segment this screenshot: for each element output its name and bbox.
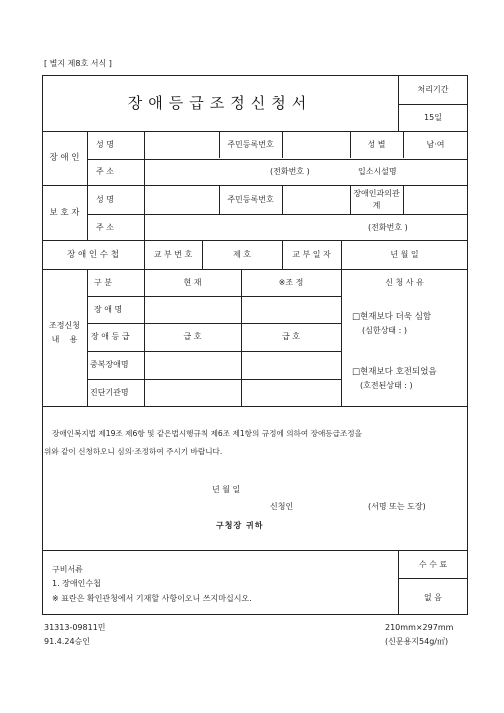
adjust-row-dup: 중복장애명 xyxy=(90,360,129,369)
line xyxy=(398,578,468,579)
reason-worse-checkbox[interactable]: □현재보다 더욱 심함 xyxy=(352,312,432,322)
guardian-rrn-label: 주민등록번호 xyxy=(227,195,274,204)
footer-note: ※ 표란은 확인관청에서 기재할 사항이오니 쓰지마십시오. xyxy=(52,594,252,603)
line xyxy=(42,550,468,551)
disabled-facility-label: 입소시설명 xyxy=(358,167,397,176)
disabled-sex-label: 성 별 xyxy=(367,140,386,149)
line xyxy=(282,131,283,158)
applicant-label: 신청인 xyxy=(270,502,294,511)
disabled-address-field[interactable] xyxy=(146,161,266,183)
adjust-col-kind: 구 분 xyxy=(94,278,112,287)
line xyxy=(42,269,468,270)
body-line-2: 위와 같이 신청하오니 심의·조정하여 주시기 바랍니다. xyxy=(44,447,223,456)
adjust-grade-request[interactable]: 급 호 xyxy=(282,332,300,341)
processing-value: 15일 xyxy=(424,113,442,122)
adjust-col-current: 현 재 xyxy=(183,278,202,287)
line xyxy=(282,185,283,214)
disabled-name-field[interactable] xyxy=(146,133,218,157)
line xyxy=(87,269,88,406)
line xyxy=(87,351,341,352)
adjust-row-clinic: 진단기관명 xyxy=(90,388,129,397)
guardian-phone: (전화번호 ) xyxy=(368,223,408,232)
form-code: [ 별지 제8호 서식 ] xyxy=(44,59,112,68)
line xyxy=(87,323,341,324)
adjust-grade-current[interactable]: 급 호 xyxy=(183,332,202,341)
guardian-relation-field[interactable] xyxy=(405,187,467,213)
adjust-type-request-field[interactable] xyxy=(243,298,340,322)
reason-better-detail: (호전된상태 : ) xyxy=(360,381,413,390)
notebook-issue-no-label: 교 부 번 호 xyxy=(153,250,193,259)
line xyxy=(341,269,342,406)
line xyxy=(87,296,341,297)
page-title: 장애등급조정신청서 xyxy=(127,94,313,112)
line xyxy=(42,131,468,132)
line xyxy=(42,240,468,241)
line xyxy=(87,131,88,240)
notebook-label: 장 애 인 수 첩 xyxy=(67,250,119,260)
line xyxy=(398,104,468,105)
adjust-col-request: ※조 정 xyxy=(278,278,304,287)
guardian-address-field[interactable] xyxy=(146,216,346,238)
adjust-clinic-request-field[interactable] xyxy=(243,381,340,405)
disabled-name-label: 성 명 xyxy=(96,140,114,149)
adjust-type-current-field[interactable] xyxy=(146,298,240,322)
processing-label: 처리기간 xyxy=(417,85,449,94)
disabled-phone: (전화번호 ) xyxy=(270,167,310,176)
fee-label: 수 수 료 xyxy=(418,560,448,569)
disabled-group-label: 장 애 인 xyxy=(49,153,80,163)
docs-item: 1. 장애인수첩 xyxy=(52,579,101,588)
notebook-issue-no-value[interactable]: 제 호 xyxy=(233,250,251,259)
disabled-address-label: 주 소 xyxy=(96,167,114,176)
disabled-sex-value[interactable]: 남·여 xyxy=(426,140,445,149)
paper-type: (신문용지54g/㎡) xyxy=(385,637,449,646)
reason-better-checkbox[interactable]: □현재보다 호전되었음 xyxy=(352,367,437,377)
recipient: 구청장 귀하 xyxy=(216,521,264,530)
adjust-clinic-current-field[interactable] xyxy=(146,381,240,405)
paper-size: 210mm×297mm xyxy=(385,623,454,632)
application-date: 년 월 일 xyxy=(212,485,241,494)
line xyxy=(403,185,404,214)
body-line-1: 장애인복지법 제19조 제6항 및 같은법시행규칙 제6조 제1항의 규정에 의하여 장애등급조정을 xyxy=(52,429,362,438)
adjust-row-grade: 장 애 등 급 xyxy=(91,332,130,341)
line xyxy=(398,75,399,131)
adjust-row-type: 장 애 명 xyxy=(94,305,123,314)
line xyxy=(42,185,468,186)
form-number: 31313-09811민 xyxy=(44,623,106,632)
notebook-issue-date-value[interactable]: 년 월 일 xyxy=(390,250,419,259)
notebook-issue-date-label: 교 부 일 자 xyxy=(292,250,331,259)
adjust-col-reason: 신 청 사 유 xyxy=(385,278,424,287)
adjust-dup-current-field[interactable] xyxy=(146,353,240,377)
form-frame xyxy=(42,75,468,615)
guardian-address-label: 주 소 xyxy=(96,223,114,232)
fee-value: 없 음 xyxy=(424,593,442,602)
guardian-group-label: 보 호 자 xyxy=(49,208,80,218)
line xyxy=(144,131,145,240)
guardian-name-label: 성 명 xyxy=(96,195,114,204)
guardian-name-field[interactable] xyxy=(146,187,218,213)
guardian-rrn-field[interactable] xyxy=(284,187,349,213)
disabled-rrn-field[interactable] xyxy=(284,133,349,157)
line xyxy=(87,379,341,380)
reason-worse-detail: (심한상태 : ) xyxy=(362,326,407,335)
docs-label: 구비서류 xyxy=(52,565,83,574)
signature-area[interactable]: (서명 또는 도장) xyxy=(368,502,426,511)
adjust-dup-request-field[interactable] xyxy=(243,353,340,377)
line xyxy=(398,550,399,615)
disabled-rrn-label: 주민등록번호 xyxy=(227,140,274,149)
approval-date: 91.4.24승인 xyxy=(44,637,90,646)
guardian-relation-label: 장애인과의관계 xyxy=(353,189,400,210)
line xyxy=(42,406,468,407)
adjust-group-label: 조정신청 내 용 xyxy=(49,321,80,344)
